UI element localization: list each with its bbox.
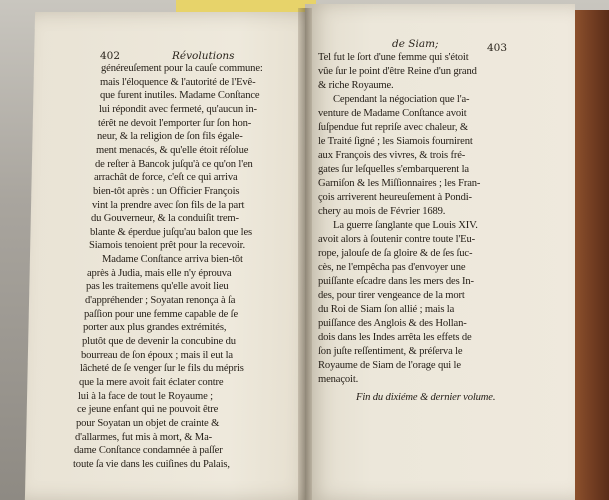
closing-note: Fin du dixiéme & dernier volume. (356, 392, 496, 403)
left-running-title: Révolutions (172, 50, 235, 62)
right-line: du Roi de Siam ſon allié ; mais la (318, 304, 455, 315)
left-line: lui à la face de tout le Royaume ; (78, 391, 213, 402)
left-line: toute ſa vie dans les cuiſines du Palais, (73, 459, 230, 470)
left-line: neur, & la religion de ſon fils égale- (97, 131, 243, 142)
left-line: d'allarmes, fut mis à mort, & Ma- (75, 432, 213, 443)
left-line: ment menacés, & qu'elle étoit réſolue (96, 145, 249, 156)
right-line: çois arriverent heureuſement à Pondi- (318, 192, 472, 203)
left-line: vint la prendre avec ſon fils de la part (92, 200, 245, 211)
left-line: paſſion pour une femme capable de ſe (84, 309, 239, 320)
left-line: après à Judia, mais elle n'y éprouva (87, 268, 232, 279)
right-line: rope, jalouſe de ſa gloire & de ſes ſuc- (318, 248, 473, 259)
right-line: le Traité ſigné ; les Siamois fournirent (318, 136, 473, 147)
right-line: venture de Madame Conſtance avoit (318, 108, 467, 119)
right-line: Cependant la négociation que l'a- (333, 94, 470, 105)
right-line: puiſſance des Anglois & des Hollan- (318, 318, 467, 329)
right-line: vûe ſur le point d'être Reine d'un grand (318, 66, 477, 77)
left-line: d'appréhender ; Soyatan renonça à ſa (85, 295, 236, 306)
left-line: que furent inutiles. Madame Conſtance (100, 90, 260, 101)
left-line: blante & éperdue juſqu'au balon que les (90, 227, 252, 238)
right-line: chery au mois de Février 1689. (318, 206, 446, 217)
right-line: Royaume de Siam de l'orage qui le (318, 360, 461, 371)
right-line: menaçoit. (318, 374, 359, 385)
right-page-number: 403 (487, 42, 508, 54)
right-line: Tel fut le ſort d'une femme qui s'étoit (318, 52, 469, 63)
left-line: Madame Conſtance arriva bien-tôt (102, 254, 243, 265)
left-line: Siamois tenoient prêt pour la recevoir. (89, 240, 245, 251)
right-running-title: de Siam; (392, 38, 439, 50)
left-line: lui répondit avec fermeté, qu'aucun in- (99, 104, 257, 115)
right-line: aux François des vivres, & trois fré- (318, 150, 466, 161)
left-line: arrachât de force, c'eſt ce qui arriva (94, 172, 238, 183)
left-line: térêt ne devoit l'emporter ſur ſon hon- (98, 118, 252, 129)
left-line: plutôt que de devenir la concubine du (82, 336, 236, 347)
left-line: pour Soyatan un objet de crainte & (76, 418, 220, 429)
right-line: avoit alors à ſoutenir contre toute l'Eu- (318, 234, 475, 245)
right-line: des, pour tirer vengeance de la mort (318, 290, 465, 301)
left-line: dame Conſtance condamnée à paſſer (74, 445, 223, 456)
left-line: porter aux plus grandes extrémités, (83, 322, 227, 333)
right-line: Garniſon & les Miſſionnaires ; les Fran- (318, 178, 481, 189)
right-line: cès, ne l'empêcha pas d'envoyer une (318, 262, 466, 273)
left-line: mais l'éloquence & l'autorité de l'Evê- (100, 77, 256, 88)
right-line: dois dans les Indes arrêta les effets de (318, 332, 472, 343)
book-gutter (298, 8, 312, 500)
left-line: généreuſement pour la cauſe commune: (101, 63, 263, 74)
right-line: La guerre ſanglante que Louis XIV. (333, 220, 478, 231)
right-line: ſon juſte reſſentiment, & préſerva le (318, 346, 463, 357)
right-line: gates ſur leſquelles s'embarquerent la (318, 164, 469, 175)
left-line: que la mere avoit fait éclater contre (79, 377, 224, 388)
left-line: lâcheté de ſe venger ſur le fils du mépris (80, 363, 244, 374)
left-line: pas les traitemens qu'elle avoit lieu (86, 281, 229, 292)
right-line: & riche Royaume. (318, 80, 394, 91)
left-line: bourreau de ſon époux ; mais il eut la (81, 350, 233, 361)
right-line: ſuſpendue fut repriſe avec chaleur, & (318, 122, 468, 133)
left-line: ce jeune enfant qui ne pouvoit être (77, 404, 219, 415)
left-page-number: 402 (100, 50, 121, 62)
left-line: du Gouverneur, & la conduiſit trem- (91, 213, 239, 224)
right-line: puiſſante eſcadre dans les mers des In- (318, 276, 474, 287)
left-line: de reſter à Bancok juſqu'à ce qu'on l'en (95, 159, 253, 170)
left-line: bien-tôt après : un Officier François (93, 186, 240, 197)
